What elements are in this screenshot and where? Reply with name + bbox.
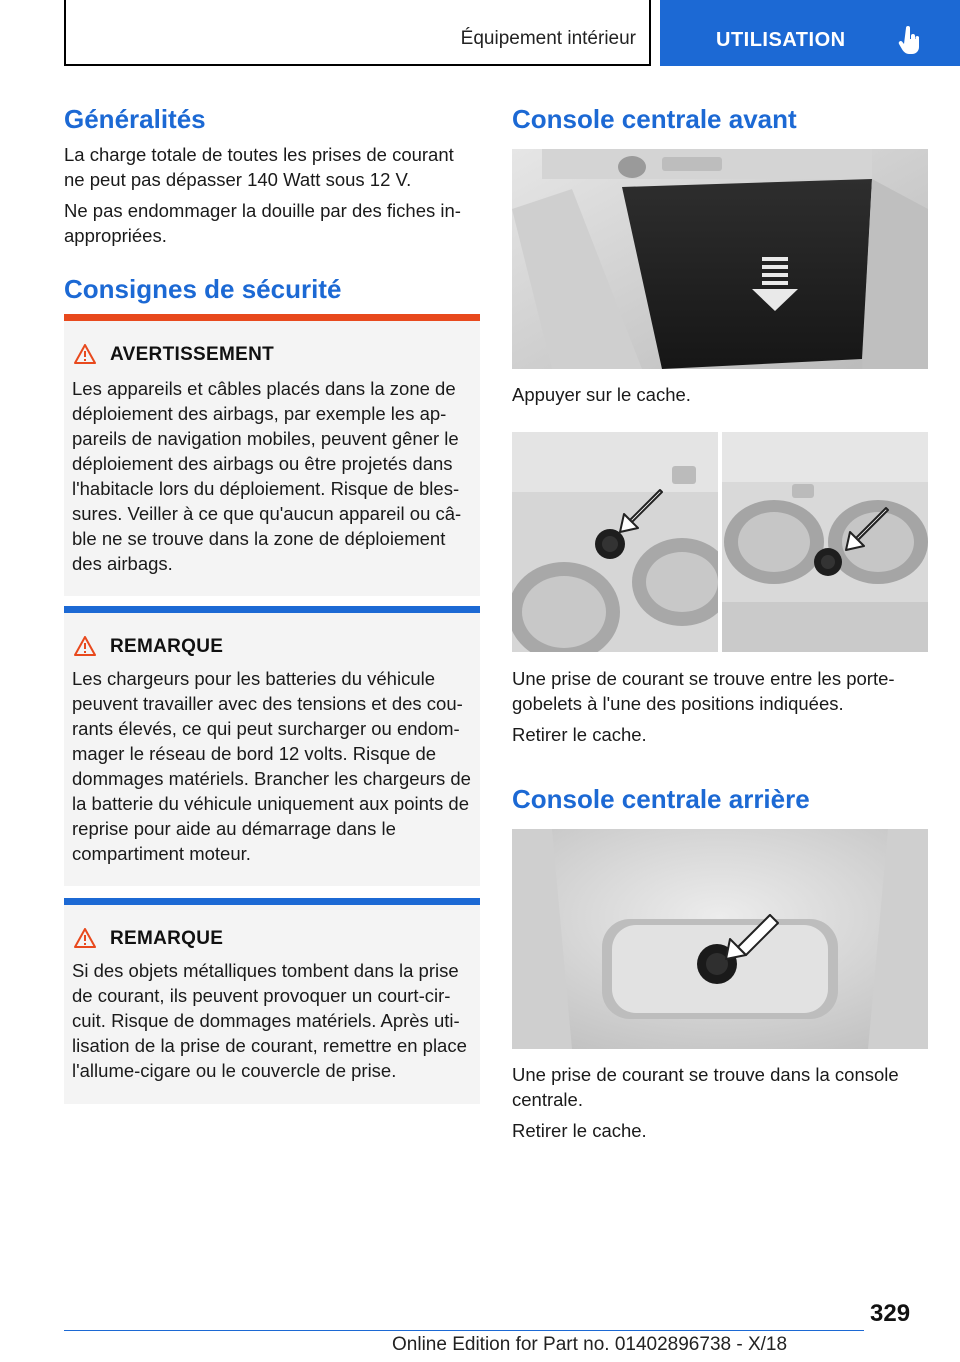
header-section-title: Équipement intérieur xyxy=(460,28,636,49)
paragraph-generalites-1: La charge totale de toutes les prises de courant ne peut pas dépasser 140 Watt sous 12 V. xyxy=(64,144,454,190)
heading-generalites: Généralités xyxy=(64,104,206,134)
notice-text: Les chargeurs pour les batteries du véhicule peuvent travailler avec des tensions et des cou‐rants élevés, ce qui peut surcharger ou endom‐mager le réseau de bord 12 volts. Risque de dommages matériels. Brancher les chargeurs de la batterie du véhicule uniquement aux points de reprise pour aide au démarrage dans le compartiment moteur. xyxy=(72,668,471,864)
paragraph-avant-2: Retirer le cache. xyxy=(512,724,647,745)
pointing-hand-icon xyxy=(898,26,922,56)
heading-consignes: Consignes de sécurité xyxy=(64,274,342,304)
notice-text: Si des objets métalliques tombent dans la prise de courant, ils peuvent provoquer un court-cir‐cuit. Risque de dommages matériels. Après uti‐lisation de la prise de courant, remettre en place l'allume-cigare ou le couvercle de prise. xyxy=(72,960,467,1081)
paragraph-arriere-2: Retirer le cache. xyxy=(512,1120,647,1141)
notice-text: Les appareils et câbles placés dans la zone de déploiement des airbags, par exemple les ap‐pareils de navigation mobiles, peuvent gêner le déploiement des airbags ou être projetés dans l'habitacle lors du déploiement. Risque de bles‐sures. Veiller à ce que qu'aucun appareil ou câ‐ble ne se trouve dans la zone de déploiement des airbags. xyxy=(72,378,462,574)
photo-front-console-cover xyxy=(512,149,928,369)
warning-triangle-icon xyxy=(74,928,96,948)
header-chapter-label: UTILISATION xyxy=(716,29,846,51)
warning-triangle-icon xyxy=(74,344,96,364)
footer-divider xyxy=(64,1330,864,1331)
photo-cupholder-variant-2 xyxy=(722,432,928,652)
page-number: 329 xyxy=(870,1300,911,1327)
paragraph-avant-1: Une prise de courant se trouve entre les porte-gobelets à l'une des positions indiquées. xyxy=(512,668,895,714)
footer-edition: Online Edition for Part no. 01402896738 - X/18 xyxy=(392,1334,788,1355)
caption-press-cover: Appuyer sur le cache. xyxy=(512,384,691,405)
notice-remark-2 xyxy=(64,898,480,1104)
notice-remark-1 xyxy=(64,606,480,886)
notice-bar xyxy=(64,898,480,905)
notice-bar xyxy=(64,606,480,613)
notice-warning xyxy=(64,314,480,596)
photo-rear-console xyxy=(512,829,928,1049)
paragraph-generalites-2: Ne pas endommager la douille par des fiches in‐appropriées. xyxy=(64,200,461,246)
heading-console-avant: Console centrale avant xyxy=(512,104,797,134)
notice-bar xyxy=(64,314,480,321)
paragraph-arriere-1: Une prise de courant se trouve dans la console centrale. xyxy=(512,1064,899,1110)
notice-title: REMARQUE xyxy=(110,636,224,657)
notice-title: REMARQUE xyxy=(110,928,224,949)
photo-cupholder-variant-1 xyxy=(512,432,718,652)
notice-title: AVERTISSEMENT xyxy=(110,344,275,365)
warning-triangle-icon xyxy=(74,636,96,656)
heading-console-arriere: Console centrale arrière xyxy=(512,784,810,814)
